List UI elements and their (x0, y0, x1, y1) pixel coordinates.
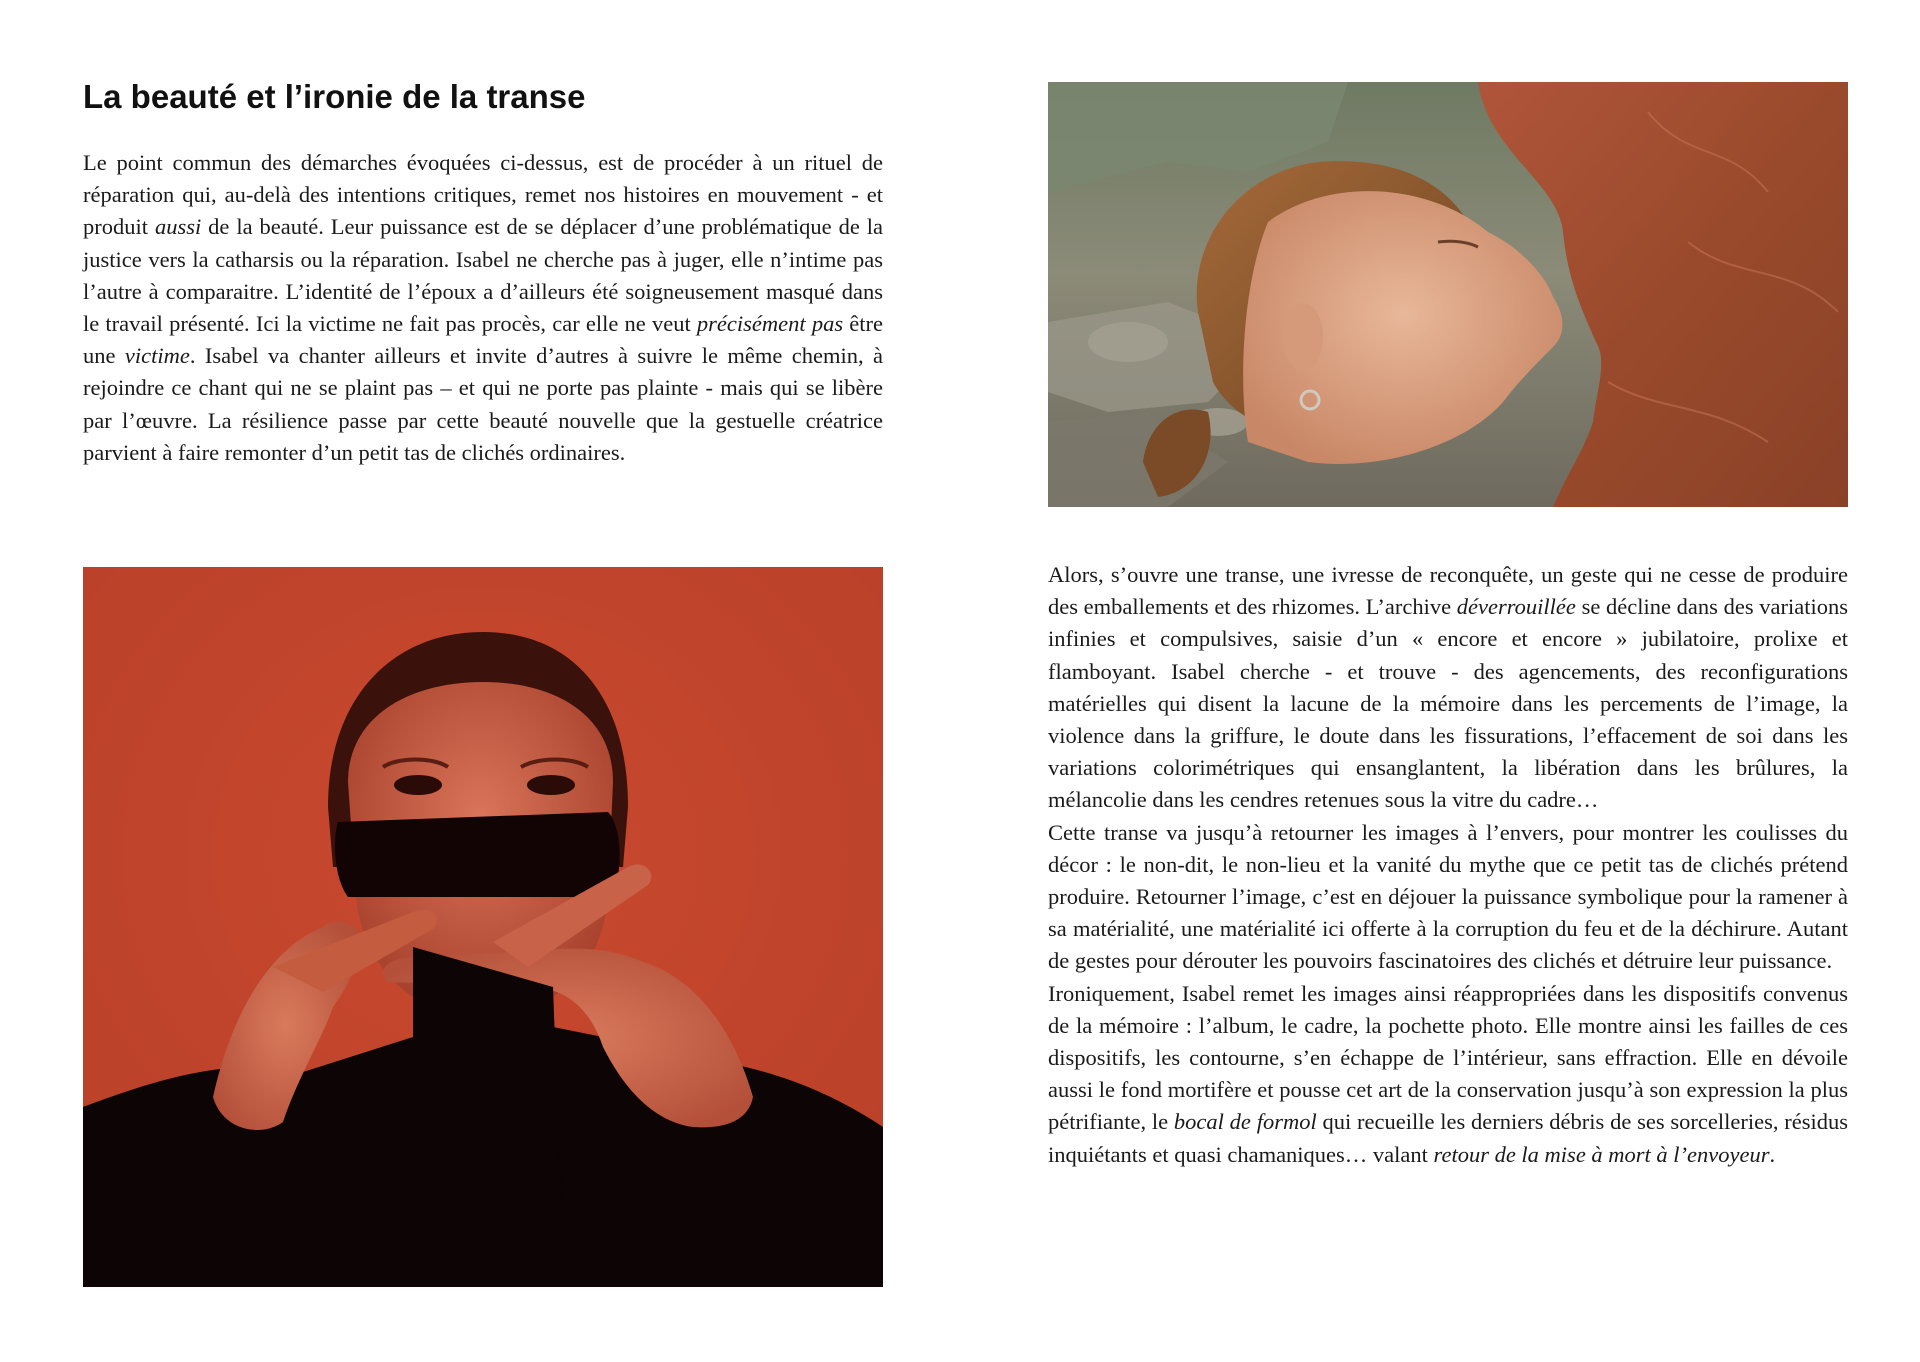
body-paragraph: Ironiquement, Isabel remet les images ainsi réappropriées dans les dispositifs convenus de la mémoire : l’album, le cadre, la pochette photo. Elle montre ainsi les failles de ces dispositifs, les contourne, s’en échappe de l’intérieur, sans effraction. Elle en dévoile aussi le fond mortifère et pousse cet art de la conservation jusqu’à son expression la plus pétrifiante, le bocal de formol qui recueille les derniers débris de ses sorcelleries, résidus inquiétants et quasi chamaniques… valant retour de la mise à mort à l’envoyeur. (1048, 980, 1848, 1167)
emphasis-text: aussi (154, 214, 202, 240)
emphasis-text: déverrouillée (1456, 594, 1576, 620)
emphasis-text: retour de la mise à mort à l’envoyeur (1433, 1141, 1770, 1167)
emphasis-text: précisément pas (696, 311, 844, 337)
body-paragraph: Cette transe va jusqu’à retourner les images à l’envers, pour montrer les coulisses du décor : le non-dit, le non-lieu et la vanité du mythe que ce petit tas de clichés prétend produire. Retourner l’image, c’est en déjouer la puissance symbolique pour la ramener à sa matérialité, une matérialité ici offerte à la corruption du feu et de la déchirure. Autant de gestes pour dérouter les pouvoirs fascinatoires des clichés et détruire leur puissance. (1048, 819, 1848, 974)
emphasis-text: victime (124, 343, 190, 369)
left-body-text (83, 147, 883, 507)
right-body-text (1048, 559, 1848, 1271)
masked-woman-photo (83, 567, 883, 1287)
emphasis-text: bocal de formol (1173, 1109, 1317, 1135)
body-paragraph: Alors, s’ouvre une transe, une ivresse de reconquête, un geste qui ne cesse de produire des emballements et des rhizomes. L’archive déverrouillée se décline dans des variations infinies et compulsives, saisie d’un « encore et encore » jubilatoire, prolixe et flamboyant. Isabel cherche - et trouve - des agencements, des reconfigurations matérielles qui disent la lacune de la mémoire dans les percements de l’image, la violence dans la griffure, le doute dans les fissurations, l’effacement de soi dans les variations colorimétriques qui ensanglantent, la libération dans les brûlures, la mélancolie dans les cendres retenues sous la vitre du cadre… (1048, 562, 1849, 813)
page-title: La beauté et l’ironie de la transe (83, 78, 586, 115)
kiss-collage-photo (1048, 82, 1848, 507)
body-paragraph: Le point commun des démarches évoquées ci-dessus, est de procéder à un rituel de réparation qui, au-delà des intentions critiques, remet nos histoires en mouvement - et produit aussi de la beauté. Leur puissance est de se déplacer d’une problématique de la justice vers la catharsis ou la réparation. Isabel ne cherche pas à juger, elle n’intime pas l’autre à comparaitre. L’identité de l’époux a d’ailleurs été soigneusement masqué dans le travail présenté. Ici la victime ne fait pas procès, car elle ne veut précisément pas être une victime. Isabel va chanter ailleurs et invite d’autres à suivre le même chemin, à rejoindre ce chant qui ne se plaint pas – et qui ne porte pas plainte - mais qui se libère par l’œuvre. La résilience passe par cette beauté nouvelle que la gestuelle créatrice parvient à faire remonter d’un petit tas de clichés ordinaires. (83, 150, 884, 465)
